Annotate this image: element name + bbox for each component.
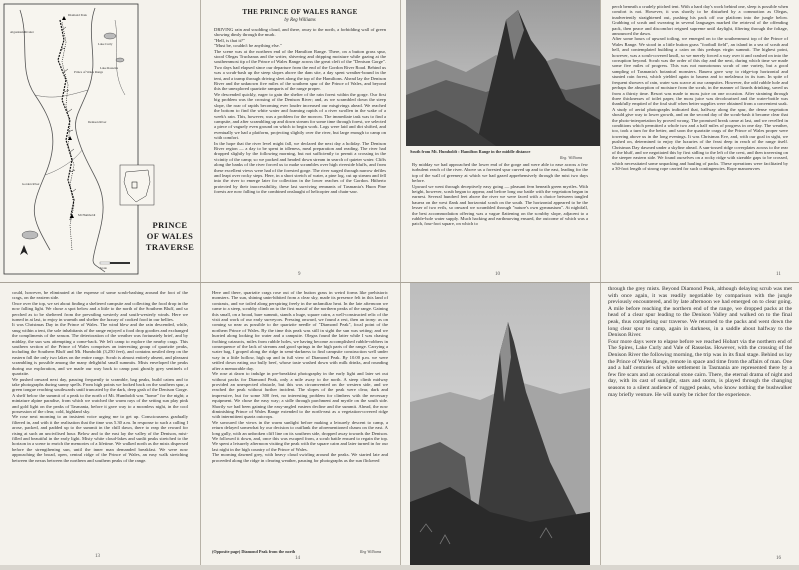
page-number-9: 9 bbox=[298, 272, 301, 277]
page-16-text: through the grey mists. Beyond Diamond Peak, although delaying scrub was met with once again, it was readily negotiable by comparison with the jungle previously encountered, and by late afternoon we had emerged on to clear going. A mile before reaching the northern end of the range, we dropped packs at the head of a clear spur leading to the Denison Valley and walked on to the final peak, thus completing our traverse. We returned to the packs and went down the long clear spur to camp, again in darkness, in a saddle about halfway to the Denison River. Four more days were to elapse before we reached Hobart via the northern end of The Spires, Lake Curly and Vale of Rasselas. However, with the crossing of the Denison River the following morning, the trip was in its final stage. Behind us lay the Prince of Wales Range, remote in space and time from the affairs of man. One and a half centuries of white settlement in Tasmania are represented there by a few fire scars and an occasional stone cairn. There, the eternal drama of night and day, with its cast of sunlight, stars and storm, is played through the changing seasons to a silent audience of rugged peaks, who know nothing the bushwalker may briefly venture. He will surely be richer for the experience. bbox=[608, 286, 792, 398]
map-title-line-2: OF WALES bbox=[146, 231, 194, 241]
page-13 bbox=[0, 282, 200, 565]
page-13-text: could, however, be eliminated at the expense of some scrub-bashing around the foot of the crags, on the eastern side. Once over the top, we set about finding a sheltered campsite and collecting the food drop in the now falling light. We chose a spot below and a little to the north of the Southern Bluff, and so perched as to be sheltered from the prevailing westerly and south-westerly winds. Here we turned in at last, to enjoy in warmth and shelter the luxury of cooked food in our bellies. It was Christmas Day in the Prince of Wales. The wind blew and the rain descended, while, snug within a tent, the sole inhabitants of the range enjoyed a food drop goodies and exchanged the compliments of the season. The deterioration of the weather was fortunately brief, and by midday, the sun was attempting a come-back. We left camp to explore the nearby crags. This southern section of the Prince of Wales comprises an interesting group of quartzite peaks, including the Southern Bluff and Mt. Humboldt (3,250 feet), and contains nestled deep on the eastern fall the only two lakes on the entire range. Scrub is almost entirely absent, and pleasant scrambling is possible among the many delightful small summits. Mists enveloped the peaks during our exploration, and we made our way back to camp past ghostly grey sentinels of quartzite. We pushed onward next day, pausing frequently to scramble, bag peaks, build cairns and to take photographs during sunny spells. From high points we looked back on the southern spur, a green tongue reaching southwards until truncated by the dark, deep gash of the Denison Gorge. A shelf below the summit of a peak to the north of Mt. Humboldt was "home" for the night; a miniature alpine paradise, from which we watched the warm rays of the setting sun play pink and gold light on the peaks of Tasmania, before it gave way to a moonless night, in the cool possession of the clear, cold, highland sky. We rose next morning to an insistent voice urging me to get up. Consciousness gradually filtered in, and with it the realisation that the time was 5.30 a.m. In response to such a calling I arose, packed, and padded up to the summit in the chill dawn, there to reap the reward for rising at such an uncivilised hour. Below and to the east lay the valley of the Denison, mist-filled and beautiful in the early light. Misty white cloud-lakes and sunlit peaks stretched to the horizon in a scene to enrich the memories of a lifetime. We walked north as the mists dispersed before the strengthening sun, until the inner man demanded breakfast. We were now approaching the broad, open, central ridge of the Prince of Wales, an easy walk stretching between the nexus between the northern and southern peaks of the range. bbox=[12, 290, 188, 463]
page-14-text: Here and there, quartzite crags rose out of the button grass in weird forms like prehistoric monsters. The sun, shining unin-hibited from a clear sky, made its presence felt in this land of contrasts, and we toiled along perspiring freely in the unfamiliar heat. In the late afternoon we came to a steep, scrubby climb on to the first massif of the northern peaks of the range. Gaining this small, on a broad, bare summit, stands a huge, square cairn, a well-constructed relic of the visit and work of our early surveyors. Pressing onward, we found a rest, then an irony: as on coming so near as possible to the quartzite needle of "Diamond Peak", focal point of the northern Prince of Wales. By the time this peak was still in sight the sun was setting; and we hurried along looking for water and a campsite. Olegas found the latter while I was chasing frothing cataracts, miles from rubble holes, we having become accomplished rubble-robbers in consequence of the lack of streams and good springs in the high parts of the range. Carrying a water bag, I groped along the ridge in semi-darkness to find campsite construction well under way in a little hollow, high up and in full view of Diamond Peak. By 10.00 p.m. we were settled down eating our bully beef, whose taste washed down with milk drinks, and rounding after a memorable day. We rose at dawn to indulge in pre-breakfast photography in the early light and later set out without packs for Diamond Peak, only a mile away to the north. A steep climb midway provided an unexpected obstacle, but this was circumvented on the western side, and we reached the peak without further incident. The slopes of the peak were clear, dark and impressive, but for some 300 feet, no interesting problem for climbers with the necessary equipment. We chose the easy way; a sidle through parchment and myrtle on the south side. Shortly we had been gaining the easy-angled eastern decline and the summit. Ahead, the now diminishing Prince of Wales Range extended to the north-east as a vegetation-covered ridge with intermittent quartz outcrops. We savoured the views in the warm sunlight before making a leisurely descent to camp, a return delayed somewhat by our decision to outflank the aforementioned chasm on the east. A long gully, with an unbroken cliff line on its southern side, dropped away towards the Denison. We followed it down, and, once this was escaped from, a scrub battle ensued to regain the top. We spent a leisurely afternoon visiting the peak with the square cairn and later turned in for our last night in the high country of the Prince of Wales. The morning dawned grey, with heavy cloud swirling around the peaks. We started late and proceeded along the ridge in clearing weather, pausing for photographs as the sun flickered bbox=[212, 290, 388, 463]
page-15-photo bbox=[400, 282, 600, 565]
page-11 bbox=[600, 0, 799, 282]
page-14 bbox=[200, 282, 400, 565]
photo-south-from-humboldt bbox=[406, 0, 600, 146]
article-opening-page bbox=[200, 0, 400, 282]
map-label-denison: Denison River bbox=[88, 120, 107, 124]
map-label-gordon: Gordon River bbox=[22, 182, 40, 186]
page-number-11: 11 bbox=[776, 272, 781, 277]
page-number-13: 13 bbox=[95, 554, 100, 559]
map-label-diamond-peak: Diamond Peak bbox=[68, 13, 87, 17]
map-label-range: Prince of Wales Range bbox=[74, 70, 103, 74]
row-divider bbox=[0, 282, 799, 283]
article-byline: by Reg Williams bbox=[284, 18, 316, 23]
map-label-lake-curly: Lake Curly bbox=[98, 42, 113, 46]
photo-credit-p14: Reg Williams bbox=[360, 549, 382, 554]
map-title-line-3: TRAVERSE bbox=[145, 242, 195, 252]
page-number-14: 14 bbox=[295, 556, 300, 561]
photo-diamond-peak bbox=[410, 282, 590, 565]
map-title-line-1: PRINCE bbox=[152, 220, 188, 230]
page-9-text: DRIVING rain and scudding cloud, and there, away to the north, a forbidding wall of green showing dimly through the murk. "Hell, is that it?" "Must be, couldn't be anything else." The scene was at the northern end of the Hamilton Range. There, on a button grass spur, stood Olegas Truchanas and the writer, shivering and dripping moisture while gazing at the southernmost tip of the Prince of Wales Range across the great cleft of the "Denison Gorge". Two days had elapsed since our departure from the end of the Gordon River Road. Behind us was a scrub-bash up the steep slopes above the dam site, a day spent weather-bound in the tent, and a tramp through driving sleet along the top of the Hamiltons. Ahead lay the Denison River and the unknown five miles of the southern spur of the Prince of Wales, and beyond this the unexplored quartzite ramparts of the range proper. We descended quickly, eager to gain the shelter of the rain forest within the gorge. Our first big problem was the crossing of the Denison River; and, as we scrambled down the steep slope, the roar of rapids becoming ever louder increased our misgivings ahead. We reached the bottom to find the white water and foaming rapids of a river swollen in the wake of a week's rain. This, however, was a problem for the morrow. The immediate task was to find a campsite, and after scrambling up and down stream for some time through forest, we selected a piece of vaguely even ground on which to begin work. Logs were laid and dirt shifted, and eventually we had a platform, projecting slightly over the river, but large enough to camp on with comfort. In the hope that the river level might fall, we declared the next day a holiday. The Denison River region — a day to be spent in idleness, meal preparation and reading. The river had dropped slightly by the following morning, but not sufficiently to permit a crossing in the vicinity of the camp; so we packed and headed down stream in search of quieter water. Cliffs along the banks of the river forced us to make scrambles over high riverside bluffs, and from these excellent views were had of the forested gorge. The river surged through narrow defiles and leapt over rocky steps. Here, in a short stretch of water, a pine log, cut up stream and fell into the river to emerge later for collection in the lower reaches of the Gordon. Hitherto protected by their inaccessibility, these last surviving remnants of Tasmania's Huon Pine forests are now falling to the combined onslaught of helicopter and chain-saw. bbox=[214, 27, 386, 195]
map-label-algonkian: Algonkian Rivulet bbox=[10, 30, 34, 34]
page-number-16: 16 bbox=[776, 556, 781, 561]
page-11-text: perch beneath a crudely pitched tent. With a hard day's work behind one, sleep is possible when comfort is not. However, it was shortly to be disturbed by a commotion as Olegas, inadvertently straightened out, pushing his pack off our platform into the jungle below. Grabbing of scrub and swearing in several languages marked the retrieval of the offending pack, then peace and discomfort reigned supreme until daylight, filtering through the foliage, announced the dawn. After some hours of upward toiling, we emerged on to the southernmost top of the Prince of Wales Range. We stood in a little button grass "football field", an island in a sea of scrub and hell, and contemplated building a cairn on this perhaps virgin summit. The highest point, however, was a scrub-covered knoll, so we merely forced a way over it and crashed on into the corruption beyond. Scrub was the order of this day and the next, during which time we made some five miles of progress. This was not monotonous scrub of one variety, but a good sampling of Tasmania's botanical monsters. Bauera gave way to ridge-top horizontal and stunted rain forest, which yielded again to bauera and to melaleuca in its turn. In spite of frequent showers of rain, water was scarce at our campsites. However, the odd rubble hole and perhaps the absorption of moisture from the scrub, in the manner of lizards drinking, saved us from a thirsty time. Resort was made to moss juice on one occasion. After straining through three thicknesses of toilet paper, the moss juice was decolourised and the water-bottle was thankfully emptied of the foul stuff when better supplies were obtained from a convenient soak. A study of aerial photographs indicated that, halfway along the spur, the dense vegetation should give way to lower growth, and on the second day of the scrub-bash it became clear that the photo-interpretation by proved wrong. The promised break came at last, and we revelled in conditions which permitted a whole two and a half miles of progress in one day. The weather, too, took a turn for the better, and soon the quartzite crags of the Prince of Wales proper were towering above us in the long evenings. It was Christmas Eve, and, with our goal in sight, we pushed on, determined to enjoy the luxuries of the feast deep in reach of the range itself. Christmas Day dawned under a skyline ahead. A sun-tossed ridge coverplates across to the rear of the bluff, and we negotiated this by first sidling to the left of the crest, and then traversing on the steeper eastern side. We found ourselves on a rocky ridge with sizeable gaps to be crossed, which necessitated some unpacking and hauling of packs. These operations were facilitated by a 30-foot length of strong rope carried for such contingencies. Rope manoeuvres bbox=[612, 4, 788, 172]
photo-credit-p10: Reg. Williams bbox=[560, 155, 583, 160]
photo-caption-p10: South from Mt. Humboldt : Hamilton Range in the middle distance bbox=[410, 149, 531, 154]
page-10-text: By midday we had approached the lower end of the gorge and were able to ease across a few turbulent reach of the river. Above us a forested spur curved up and to the east, leading for the top of the wall of greenery at which we had gazed apprehensively through the mist two days before. Upward we went through deceptively easy going — pleasant fern beneath green myrtles. With height, however, scrub began to appear, and before long our battle with the vegetation began in earnest. Several hundred feet above the river we were faced with a choice between tangled bauera on the west flank and horizontal scrub on the south. The horizontal appeared to be the lesser of two evils, so onward we scrambled through "nature's own gymnasium". At nightfall, the best accommodation offering was a vague flattening on the scrubby slope, adjacent to a rubble-hole water supply. Much hacking and earthmoving ensued, the outcome of which was a patch, four-foot square, on which to bbox=[412, 162, 588, 227]
page-number-10: 10 bbox=[495, 272, 500, 277]
page-10 bbox=[400, 0, 600, 282]
photo-caption-p14: (Opposite page) Diamond Peak from the north bbox=[212, 549, 296, 554]
map-page bbox=[0, 0, 200, 282]
article-title: THE PRINCE OF WALES RANGE bbox=[242, 8, 358, 16]
map-label-scale: Scale bbox=[100, 266, 107, 270]
map-label-lake-rasselas: Lake Rasselas bbox=[100, 66, 119, 70]
page-16 bbox=[600, 282, 799, 565]
map-label-humboldt: Mt Humboldt bbox=[78, 213, 96, 217]
